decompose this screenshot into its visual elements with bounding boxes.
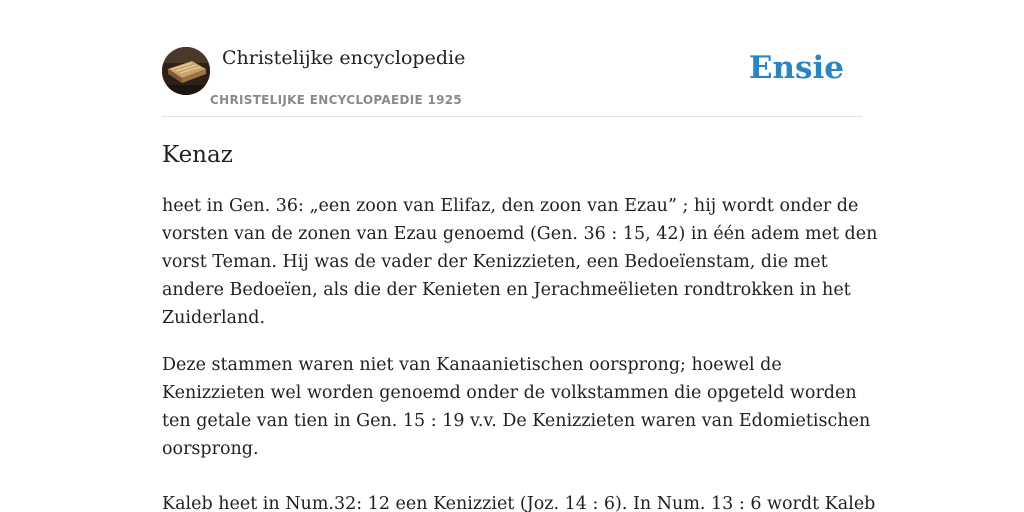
paragraph-line: vorsten van de zonen van Ezau genoemd (Gen. 36 : 15, 42) in één adem met den	[162, 224, 878, 244]
paragraph-line: Kenizzieten wel worden genoemd onder de volkstammen die opgeteld worden	[162, 383, 857, 403]
paragraph-line: heet in Gen. 36: „een zoon van Elifaz, den zoon van Ezau” ; hij wordt onder de	[162, 196, 859, 216]
source-title[interactable]: Christelijke encyclopedie	[222, 47, 466, 69]
article-paragraph	[162, 490, 875, 512]
paragraph-line: Deze stammen waren niet van Kanaanietischen oorsprong; hoewel de	[162, 355, 782, 375]
paragraph-line: vorst Teman. Hij was de vader der Kenizzieten, een Bedoeïenstam, die met	[162, 252, 828, 272]
article-title: Kenaz	[162, 142, 233, 168]
header	[162, 46, 862, 117]
source-avatar[interactable]	[162, 47, 210, 95]
paragraph-line: andere Bedoeïen, als die der Kenieten en Jerachmeëlieten rondtrokken in het	[162, 280, 851, 300]
paragraph-line: oorsprong.	[162, 439, 259, 459]
source-subtitle: CHRISTELIJKE ENCYCLOPAEDIE 1925	[210, 93, 463, 107]
brand-logo-link[interactable]: Ensie	[748, 50, 844, 86]
paragraph-line: ten getale van tien in Gen. 15 : 19 v.v. De Kenizzieten waren van Edomietischen	[162, 411, 871, 431]
article-paragraph	[162, 192, 877, 332]
paragraph-line: Zuiderland.	[162, 308, 266, 328]
book-image-icon	[162, 47, 210, 95]
article-paragraph	[162, 351, 870, 463]
paragraph-line: Kaleb heet in Num.32: 12 een Kenizziet (Joz. 14 : 6). In Num. 13 : 6 wordt Kaleb	[162, 494, 876, 512]
